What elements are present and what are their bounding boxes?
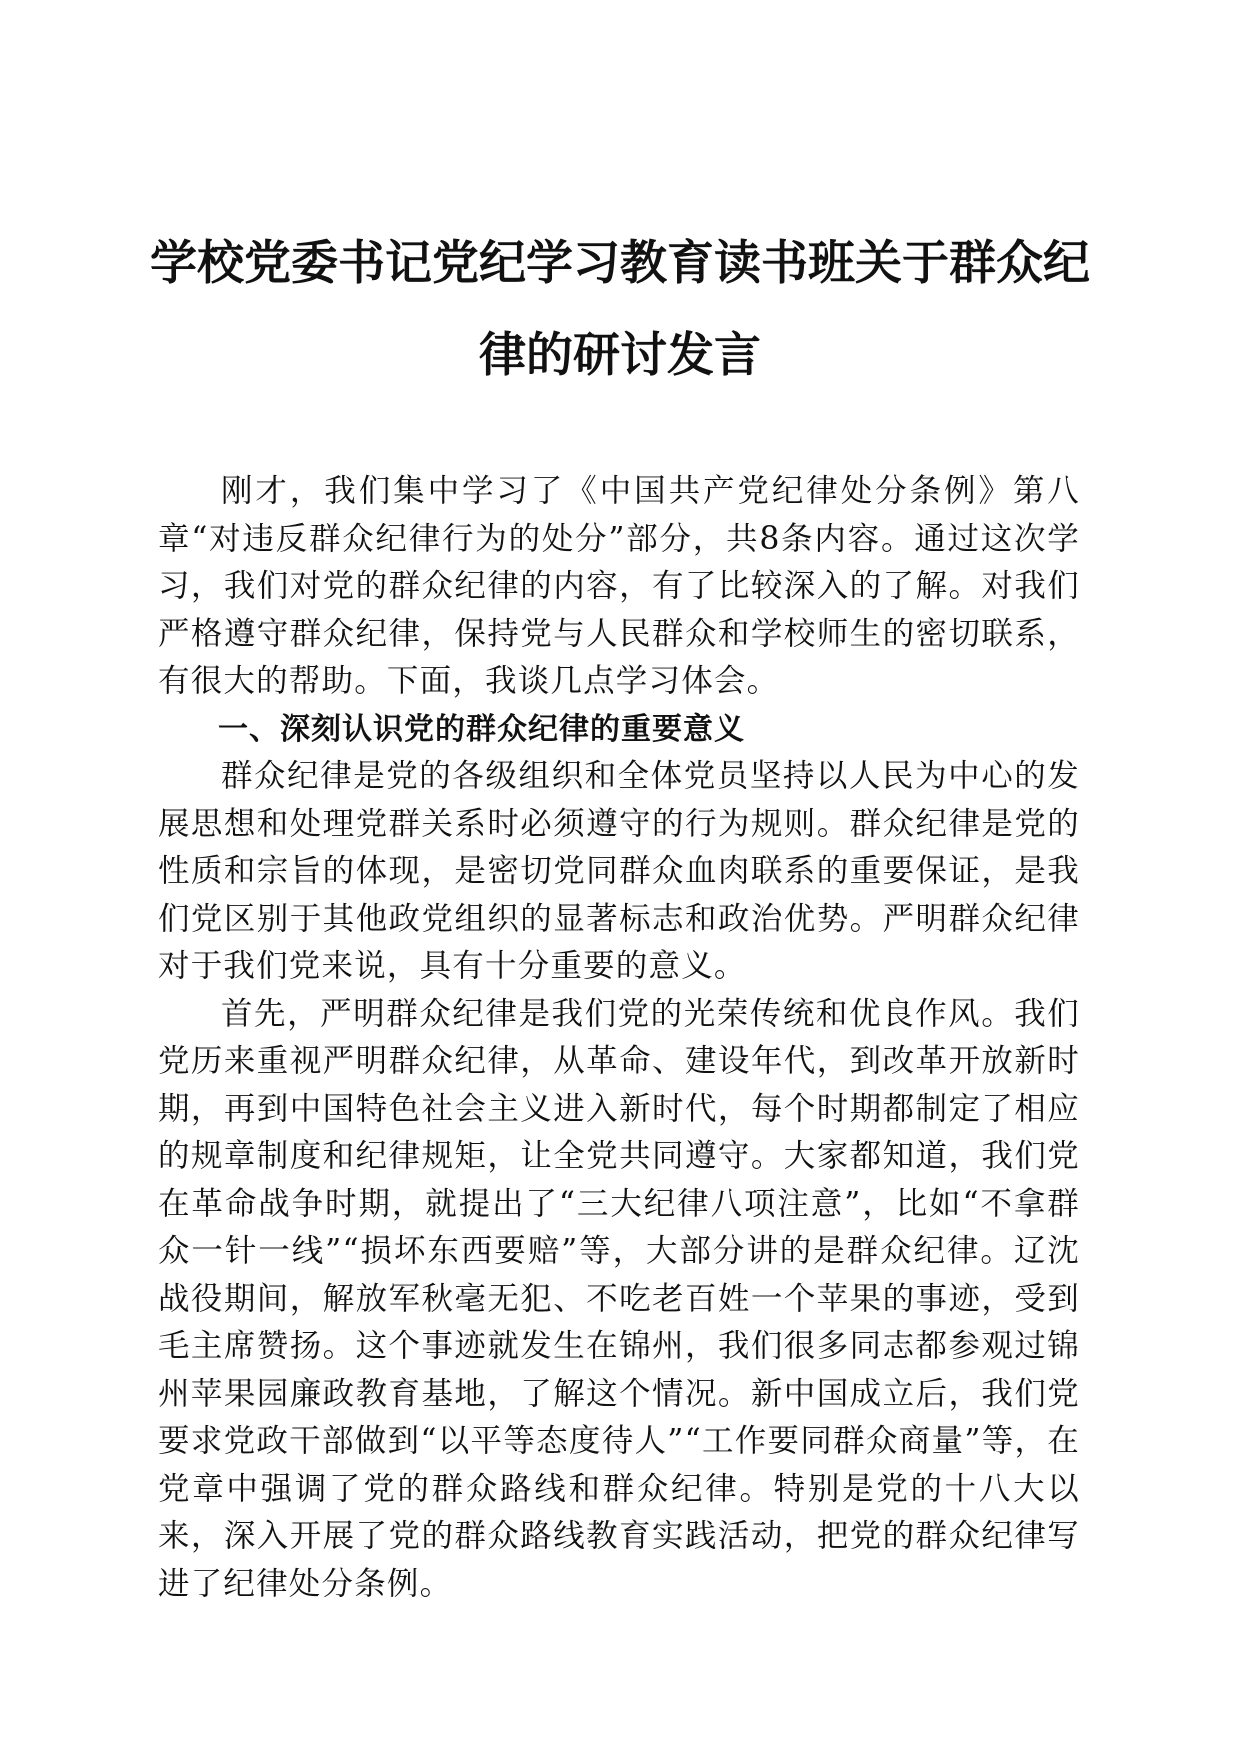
intro-paragraph: 刚才，我们集中学习了《中国共产党纪律处分条例》第八章“对违反群众纪律行为的处分”部分，共8条内容。通过这次学习，我们对党的群众纪律的内容，有了比较深入的了解。对我们严格遵守群众纪律，保持党与人民群众和学校师生的密切联系，有很大的帮助。下面，我谈几点学习体会。 (158, 473, 1080, 699)
section-1-paragraph-1: 群众纪律是党的各级组织和全体党员坚持以人民为中心的发展思想和处理党群关系时必须遵守的行为规则。群众纪律是党的性质和宗旨的体现，是密切党同群众血肉联系的重要保证，是我们党区别于其他政党组织的显著标志和政治优势。严明群众纪律对于我们党来说，具有十分重要的意义。 (158, 758, 1080, 984)
section-heading-1: 一、深刻认识党的群众纪律的重要意义 (218, 711, 745, 747)
document-body (158, 468, 1080, 1608)
section-1-paragraph-2: 首先，严明群众纪律是我们党的光荣传统和优良作风。我们党历来重视严明群众纪律，从革命、建设年代，到改革开放新时期，再到中国特色社会主义进入新时代，每个时期都制定了相应的规章制度和纪律规矩，让全党共同遵守。大家都知道，我们党在革命战争时期，就提出了“三大纪律八项注意”，比如“不拿群众一针一线”“损坏东西要赔”等，大部分讲的是群众纪律。辽沈战役期间，解放军秋毫无犯、不吃老百姓一个苹果的事迹，受到毛主席赞扬。这个事迹就发生在锦州，我们很多同志都参观过锦州苹果园廉政教育基地，了解这个情况。新中国成立后，我们党要求党政干部做到“以平等态度待人”“工作要同群众商量”等，在党章中强调了党的群众路线和群众纪律。特别是党的十八大以来，深入开展了党的群众路线教育实践活动，把党的群众纪律写进了纪律处分条例。 (158, 995, 1080, 1602)
document-title: 学校党委书记党纪学习教育读书班关于群众纪律的研讨发言 (150, 236, 1090, 383)
